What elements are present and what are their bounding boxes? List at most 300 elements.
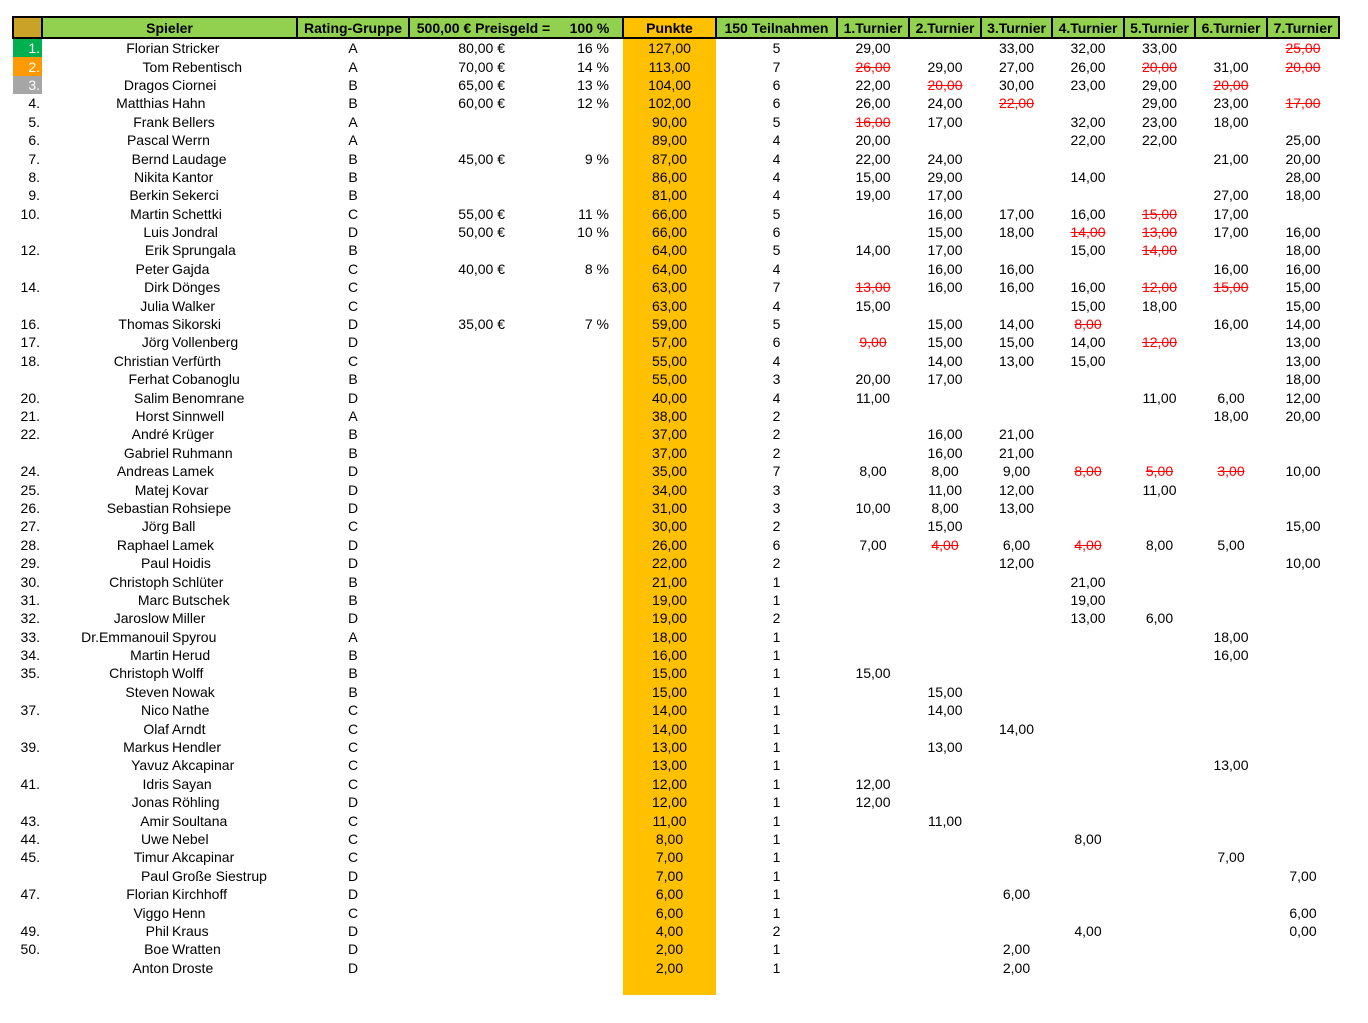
prize-percent-cell[interactable] [557, 664, 623, 682]
turnier-3-cell[interactable]: 21,00 [998, 444, 1035, 461]
turnier-7-cell[interactable]: 14,00 [1285, 316, 1321, 333]
points-cell[interactable]: 64,00 [623, 260, 716, 278]
turnier-6-cell[interactable] [1195, 241, 1267, 259]
rank-cell[interactable]: 50. [20, 941, 40, 958]
prize-percent-cell[interactable]: 8 % [584, 260, 609, 277]
turnier-3-cell[interactable] [981, 149, 1052, 167]
first-name-cell[interactable]: Boe [144, 941, 169, 958]
turnier-3-cell[interactable] [981, 388, 1052, 406]
rating-group-cell[interactable]: B [348, 591, 358, 608]
turnier-1-cell[interactable]: 8,00 [859, 463, 887, 480]
turnier-3-cell[interactable] [981, 517, 1052, 535]
turnier-1-cell[interactable] [837, 425, 909, 443]
turnier-4-cell[interactable] [1052, 425, 1124, 443]
turnier-6-cell[interactable] [1195, 940, 1267, 958]
points-cell[interactable]: 55,00 [623, 370, 716, 388]
prize-percent-cell[interactable] [557, 719, 623, 737]
turnier-7-cell[interactable] [1267, 683, 1339, 701]
turnier-1-cell[interactable] [837, 719, 909, 737]
prize-percent-cell[interactable] [557, 444, 623, 462]
turnier-1-cell[interactable] [837, 517, 909, 535]
turnier-6-cell[interactable] [1195, 38, 1267, 57]
turnier-1-cell[interactable] [837, 830, 909, 848]
last-name-cell[interactable]: Sekerci [172, 187, 219, 204]
turnier-7-cell[interactable]: 7,00 [1289, 867, 1317, 884]
last-name-cell[interactable]: Hendler [172, 739, 222, 756]
participations-cell[interactable]: 6 [772, 224, 781, 241]
prize-percent-cell[interactable] [557, 628, 623, 646]
last-name-cell[interactable]: Jondral [172, 224, 218, 241]
participations-cell[interactable]: 3 [772, 499, 781, 516]
turnier-3-cell[interactable] [981, 738, 1052, 756]
turnier-3-cell[interactable] [981, 113, 1052, 131]
turnier-3-cell[interactable] [981, 296, 1052, 314]
prize-percent-cell[interactable]: 14 % [577, 58, 609, 75]
first-name-cell[interactable]: Julia [140, 297, 169, 314]
prize-percent-cell[interactable] [557, 499, 623, 517]
prize-percent-cell[interactable] [557, 775, 623, 793]
turnier-3-cell[interactable] [981, 683, 1052, 701]
turnier-4-cell[interactable] [1052, 719, 1124, 737]
turnier-4-cell[interactable] [1052, 738, 1124, 756]
turnier-1-cell[interactable] [837, 701, 909, 719]
turnier-4-cell[interactable]: 14,00 [1070, 334, 1106, 351]
turnier-2-cell[interactable] [909, 719, 981, 737]
prize-percent-cell[interactable] [557, 333, 623, 351]
rank-cell[interactable]: 29. [20, 555, 40, 572]
points-cell[interactable]: 64,00 [623, 241, 716, 259]
turnier-2-cell[interactable] [909, 940, 981, 958]
turnier-6-cell[interactable] [1195, 444, 1267, 462]
prize-money-cell[interactable]: 65,00 € [458, 76, 505, 93]
turnier-1-cell[interactable] [837, 646, 909, 664]
header-turnier-4[interactable]: 4.Turnier [1052, 17, 1124, 38]
turnier-3-cell[interactable]: 18,00 [998, 224, 1035, 241]
participations-cell[interactable]: 4 [772, 352, 781, 369]
turnier-3-cell[interactable]: 33,00 [998, 40, 1035, 57]
prize-percent-cell[interactable] [557, 278, 623, 296]
header-turnier-6[interactable]: 6.Turnier [1195, 17, 1267, 38]
first-name-cell[interactable]: Erik [144, 242, 169, 259]
prize-percent-cell[interactable]: 13 % [577, 76, 609, 93]
participations-cell[interactable]: 7 [772, 463, 781, 480]
first-name-cell[interactable]: Marc [137, 591, 169, 608]
last-name-cell[interactable]: Schettki [172, 205, 222, 222]
turnier-4-cell[interactable] [1052, 407, 1124, 425]
turnier-7-cell[interactable] [1267, 480, 1339, 498]
prize-percent-cell[interactable] [557, 370, 623, 388]
turnier-5-cell[interactable]: 23,00 [1141, 113, 1178, 130]
rating-group-cell[interactable]: D [347, 334, 359, 351]
turnier-2-cell[interactable]: 13,00 [927, 739, 963, 756]
turnier-4-cell[interactable]: 4,00 [1074, 922, 1102, 939]
participations-cell[interactable]: 2 [772, 408, 781, 424]
turnier-6-cell[interactable] [1195, 922, 1267, 940]
turnier-6-cell[interactable] [1195, 499, 1267, 517]
turnier-2-cell[interactable] [909, 922, 981, 940]
participations-cell[interactable]: 5 [772, 113, 781, 130]
turnier-4-cell[interactable]: 16,00 [1070, 205, 1106, 222]
rating-group-cell[interactable]: D [347, 499, 359, 516]
last-name-cell[interactable]: Kovar [172, 481, 209, 498]
prize-money-cell[interactable] [409, 241, 557, 259]
header-rank[interactable] [13, 17, 42, 38]
prize-money-cell[interactable] [409, 572, 557, 590]
turnier-3-cell[interactable] [981, 830, 1052, 848]
participations-cell[interactable]: 4 [772, 168, 781, 185]
turnier-2-cell[interactable]: 16,00 [927, 260, 963, 277]
prize-money-cell[interactable] [409, 775, 557, 793]
header-rating-gruppe[interactable]: Rating-Gruppe [297, 17, 409, 38]
turnier-5-cell[interactable] [1124, 628, 1195, 646]
turnier-4-cell[interactable]: 26,00 [1070, 58, 1106, 75]
turnier-7-cell[interactable]: 10,00 [1285, 463, 1321, 480]
turnier-6-cell[interactable] [1195, 480, 1267, 498]
turnier-4-cell[interactable] [1052, 646, 1124, 664]
turnier-5-cell[interactable] [1124, 738, 1195, 756]
rating-group-cell[interactable]: B [348, 95, 358, 112]
first-name-cell[interactable]: Yavuz [131, 757, 169, 774]
points-cell[interactable]: 31,00 [623, 499, 716, 517]
turnier-1-cell[interactable] [837, 756, 909, 774]
turnier-5-cell[interactable] [1124, 775, 1195, 793]
rank-cell[interactable]: 1. [13, 38, 42, 57]
rating-group-cell[interactable]: D [347, 959, 359, 976]
participations-cell[interactable]: 5 [772, 316, 781, 333]
participations-cell[interactable]: 4 [772, 297, 781, 314]
turnier-6-cell[interactable]: 17,00 [1213, 224, 1249, 241]
first-name-cell[interactable]: Tom [142, 58, 169, 75]
prize-money-cell[interactable] [409, 407, 557, 425]
rank-cell[interactable] [13, 719, 42, 737]
turnier-6-cell[interactable] [1195, 168, 1267, 186]
rank-cell[interactable]: 2. [13, 57, 42, 75]
turnier-4-cell[interactable]: 8,00 [1074, 830, 1102, 847]
prize-percent-cell[interactable] [557, 517, 623, 535]
turnier-3-cell[interactable] [981, 664, 1052, 682]
turnier-2-cell[interactable]: 8,00 [931, 463, 959, 480]
turnier-5-cell[interactable] [1124, 646, 1195, 664]
rating-group-cell[interactable]: C [347, 297, 359, 314]
turnier-2-cell[interactable]: 29,00 [927, 168, 963, 185]
points-cell[interactable]: 14,00 [623, 701, 716, 719]
turnier-6-cell[interactable] [1195, 591, 1267, 609]
turnier-6-cell[interactable]: 17,00 [1213, 205, 1249, 222]
participations-cell[interactable]: 1 [772, 941, 781, 958]
last-name-cell[interactable]: Kraus [172, 922, 209, 939]
rank-cell[interactable] [13, 756, 42, 774]
turnier-6-cell[interactable]: 18,00 [1213, 628, 1249, 645]
rating-group-cell[interactable]: D [347, 481, 359, 498]
turnier-5-cell[interactable] [1124, 811, 1195, 829]
turnier-7-cell[interactable]: 15,00 [1285, 297, 1321, 314]
turnier-6-cell[interactable]: 3,00 [1217, 463, 1245, 480]
turnier-6-cell[interactable] [1195, 296, 1267, 314]
first-name-cell[interactable]: Paul [140, 555, 169, 572]
turnier-1-cell[interactable]: 20,00 [855, 132, 891, 149]
turnier-5-cell[interactable] [1124, 664, 1195, 682]
first-name-cell[interactable]: Nico [140, 702, 169, 719]
turnier-7-cell[interactable] [1267, 444, 1339, 462]
rank-cell[interactable]: 17. [20, 334, 40, 351]
turnier-7-cell[interactable] [1267, 756, 1339, 774]
participations-cell[interactable]: 5 [772, 242, 781, 259]
rating-group-cell[interactable]: D [347, 316, 359, 333]
last-name-cell[interactable]: Soultana [172, 812, 228, 829]
turnier-4-cell[interactable] [1052, 260, 1124, 278]
turnier-7-cell[interactable] [1267, 205, 1339, 223]
header-turnier-5[interactable]: 5.Turnier [1124, 17, 1195, 38]
turnier-4-cell[interactable] [1052, 149, 1124, 167]
turnier-3-cell[interactable]: 6,00 [1002, 536, 1031, 553]
turnier-1-cell[interactable]: 22,00 [855, 150, 891, 167]
prize-percent-cell[interactable]: 11 % [578, 205, 609, 222]
rating-group-cell[interactable]: B [348, 665, 358, 682]
rank-cell[interactable]: 6. [28, 132, 40, 149]
last-name-cell[interactable]: Walker [172, 297, 216, 314]
prize-percent-cell[interactable]: 7 % [584, 316, 609, 333]
turnier-2-cell[interactable] [909, 609, 981, 627]
turnier-4-cell[interactable] [1052, 885, 1124, 903]
turnier-7-cell[interactable] [1267, 591, 1339, 609]
rank-cell[interactable]: 21. [20, 408, 40, 424]
turnier-1-cell[interactable] [837, 480, 909, 498]
rating-group-cell[interactable]: C [347, 812, 359, 829]
turnier-3-cell[interactable] [981, 756, 1052, 774]
prize-percent-cell[interactable]: 9 % [584, 150, 609, 167]
prize-money-cell[interactable]: 35,00 € [458, 316, 505, 333]
turnier-3-cell[interactable] [981, 811, 1052, 829]
turnier-7-cell[interactable]: 20,00 [1285, 408, 1321, 424]
first-name-cell[interactable]: Thomas [118, 316, 169, 333]
rating-group-cell[interactable]: C [347, 702, 359, 719]
prize-money-cell[interactable]: 50,00 € [458, 224, 505, 241]
prize-percent-cell[interactable] [557, 480, 623, 498]
turnier-4-cell[interactable] [1052, 499, 1124, 517]
turnier-1-cell[interactable]: 14,00 [855, 242, 891, 259]
turnier-1-cell[interactable]: 15,00 [855, 297, 891, 314]
turnier-7-cell[interactable]: 16,00 [1285, 224, 1321, 241]
turnier-1-cell[interactable]: 20,00 [855, 371, 891, 388]
turnier-5-cell[interactable] [1124, 903, 1195, 921]
rank-cell[interactable]: 45. [20, 849, 40, 866]
turnier-4-cell[interactable] [1052, 775, 1124, 793]
last-name-cell[interactable]: Wolff [172, 665, 204, 682]
last-name-cell[interactable]: Butschek [172, 591, 230, 608]
turnier-5-cell[interactable] [1124, 444, 1195, 462]
turnier-4-cell[interactable] [1052, 186, 1124, 204]
turnier-7-cell[interactable] [1267, 885, 1339, 903]
first-name-cell[interactable]: Horst [135, 408, 169, 424]
turnier-2-cell[interactable] [909, 959, 981, 977]
rating-group-cell[interactable]: D [347, 463, 359, 480]
prize-percent-cell[interactable] [557, 536, 623, 554]
turnier-1-cell[interactable]: 13,00 [855, 279, 891, 296]
first-name-cell[interactable]: Ferhat [128, 371, 169, 388]
turnier-1-cell[interactable]: 22,00 [855, 76, 891, 93]
turnier-1-cell[interactable] [837, 940, 909, 958]
turnier-1-cell[interactable]: 12,00 [855, 775, 891, 792]
first-name-cell[interactable]: Luis [143, 224, 169, 241]
header-turnier-7[interactable]: 7.Turnier [1267, 17, 1339, 38]
rank-cell[interactable]: 4. [28, 95, 40, 112]
last-name-cell[interactable]: Wratten [172, 941, 221, 958]
prize-money-cell[interactable] [409, 480, 557, 498]
prize-percent-cell[interactable] [557, 701, 623, 719]
turnier-1-cell[interactable] [837, 848, 909, 866]
rank-cell[interactable] [13, 903, 42, 921]
turnier-4-cell[interactable] [1052, 370, 1124, 388]
rank-cell[interactable] [13, 444, 42, 462]
points-cell[interactable]: 59,00 [623, 315, 716, 333]
turnier-5-cell[interactable] [1124, 683, 1195, 701]
rating-group-cell[interactable]: D [347, 555, 359, 572]
points-cell[interactable]: 18,00 [623, 628, 716, 646]
turnier-6-cell[interactable] [1195, 609, 1267, 627]
turnier-7-cell[interactable]: 15,00 [1285, 279, 1321, 296]
participations-cell[interactable]: 5 [772, 205, 781, 222]
rank-cell[interactable]: 18. [20, 352, 40, 369]
turnier-6-cell[interactable]: 23,00 [1213, 95, 1249, 112]
turnier-1-cell[interactable] [837, 867, 909, 885]
turnier-4-cell[interactable]: 14,00 [1070, 168, 1106, 185]
turnier-4-cell[interactable] [1052, 867, 1124, 885]
prize-money-cell[interactable] [409, 609, 557, 627]
turnier-6-cell[interactable] [1195, 738, 1267, 756]
turnier-6-cell[interactable] [1195, 352, 1267, 370]
points-cell[interactable]: 37,00 [623, 425, 716, 443]
header-spieler[interactable]: Spieler [42, 17, 297, 38]
first-name-cell[interactable]: Berkin [129, 187, 169, 204]
turnier-1-cell[interactable]: 29,00 [855, 40, 891, 57]
turnier-1-cell[interactable]: 19,00 [855, 187, 891, 204]
first-name-cell[interactable]: Christoph [109, 665, 169, 682]
points-cell[interactable]: 19,00 [623, 609, 716, 627]
turnier-7-cell[interactable] [1267, 76, 1339, 94]
prize-percent-cell[interactable] [557, 885, 623, 903]
turnier-2-cell[interactable]: 17,00 [927, 242, 963, 259]
prize-money-cell[interactable] [409, 940, 557, 958]
turnier-5-cell[interactable]: 33,00 [1141, 40, 1178, 57]
last-name-cell[interactable]: Benomrane [172, 389, 245, 406]
turnier-7-cell[interactable] [1267, 848, 1339, 866]
participations-cell[interactable]: 3 [772, 481, 781, 498]
turnier-7-cell[interactable]: 25,00 [1285, 132, 1321, 149]
points-cell[interactable]: 11,00 [623, 811, 716, 829]
turnier-5-cell[interactable] [1124, 867, 1195, 885]
turnier-2-cell[interactable]: 15,00 [927, 316, 963, 333]
prize-money-cell[interactable] [409, 701, 557, 719]
turnier-7-cell[interactable] [1267, 499, 1339, 517]
turnier-5-cell[interactable] [1124, 260, 1195, 278]
turnier-7-cell[interactable]: 0,00 [1289, 922, 1317, 939]
turnier-4-cell[interactable]: 14,00 [1070, 224, 1106, 241]
rating-group-cell[interactable]: D [347, 536, 359, 553]
turnier-1-cell[interactable]: 10,00 [855, 499, 891, 516]
last-name-cell[interactable]: Bellers [172, 113, 215, 130]
prize-money-cell[interactable] [409, 517, 557, 535]
last-name-cell[interactable]: Spyrou [172, 628, 217, 645]
turnier-7-cell[interactable]: 13,00 [1285, 352, 1321, 369]
rating-group-cell[interactable]: D [347, 941, 359, 958]
last-name-cell[interactable]: Nathe [172, 702, 210, 719]
prize-percent-cell[interactable] [557, 940, 623, 958]
points-cell[interactable]: 21,00 [623, 572, 716, 590]
prize-percent-cell[interactable] [557, 903, 623, 921]
turnier-1-cell[interactable]: 16,00 [855, 113, 891, 130]
last-name-cell[interactable]: Rebentisch [172, 58, 243, 75]
participations-cell[interactable]: 5 [772, 40, 781, 57]
rating-group-cell[interactable]: B [348, 168, 358, 185]
turnier-5-cell[interactable]: 12,00 [1141, 279, 1178, 296]
turnier-6-cell[interactable] [1195, 830, 1267, 848]
first-name-cell[interactable]: Gabriel [123, 444, 169, 461]
turnier-4-cell[interactable]: 21,00 [1070, 573, 1106, 590]
turnier-1-cell[interactable] [837, 811, 909, 829]
turnier-7-cell[interactable]: 18,00 [1285, 187, 1321, 204]
turnier-6-cell[interactable] [1195, 664, 1267, 682]
rank-cell[interactable]: 7. [28, 150, 40, 167]
last-name-cell[interactable]: Hahn [172, 95, 206, 112]
participations-cell[interactable]: 1 [772, 867, 781, 884]
rating-group-cell[interactable]: D [347, 922, 359, 939]
rating-group-cell[interactable]: C [347, 279, 359, 296]
turnier-4-cell[interactable] [1052, 444, 1124, 462]
turnier-3-cell[interactable] [981, 131, 1052, 149]
points-cell[interactable]: 35,00 [623, 462, 716, 480]
rank-cell[interactable]: 3. [13, 76, 42, 94]
last-name-cell[interactable]: Sikorski [172, 316, 222, 333]
turnier-7-cell[interactable] [1267, 425, 1339, 443]
turnier-3-cell[interactable]: 9,00 [1002, 463, 1031, 480]
participations-cell[interactable]: 1 [772, 683, 781, 700]
first-name-cell[interactable]: Dragos [123, 76, 169, 93]
turnier-4-cell[interactable]: 8,00 [1074, 463, 1102, 480]
turnier-4-cell[interactable]: 8,00 [1074, 316, 1102, 333]
turnier-4-cell[interactable]: 4,00 [1074, 536, 1102, 553]
points-cell[interactable]: 6,00 [623, 903, 716, 921]
participations-cell[interactable]: 1 [772, 775, 781, 792]
turnier-5-cell[interactable]: 8,00 [1145, 536, 1174, 553]
rank-cell[interactable]: 14. [20, 279, 40, 296]
rank-cell[interactable]: 5. [28, 113, 40, 130]
turnier-7-cell[interactable]: 25,00 [1285, 40, 1321, 57]
turnier-1-cell[interactable] [837, 591, 909, 609]
turnier-7-cell[interactable] [1267, 959, 1339, 977]
points-cell[interactable]: 57,00 [623, 333, 716, 351]
first-name-cell[interactable]: Matej [134, 481, 169, 498]
first-name-cell[interactable]: Martin [130, 647, 169, 664]
first-name-cell[interactable]: Viggo [133, 904, 169, 921]
turnier-4-cell[interactable]: 15,00 [1070, 297, 1106, 314]
turnier-4-cell[interactable]: 15,00 [1070, 242, 1106, 259]
rank-cell[interactable] [13, 793, 42, 811]
rank-cell[interactable]: 32. [20, 610, 40, 627]
turnier-2-cell[interactable] [909, 756, 981, 774]
prize-percent-cell[interactable]: 12 % [577, 95, 609, 112]
turnier-6-cell[interactable] [1195, 811, 1267, 829]
turnier-1-cell[interactable]: 11,00 [856, 389, 890, 406]
participations-cell[interactable]: 1 [772, 702, 781, 719]
turnier-7-cell[interactable] [1267, 572, 1339, 590]
rank-cell[interactable]: 39. [20, 739, 40, 756]
points-cell[interactable]: 34,00 [623, 480, 716, 498]
turnier-2-cell[interactable]: 4,00 [931, 536, 959, 553]
turnier-7-cell[interactable] [1267, 738, 1339, 756]
prize-percent-cell[interactable] [557, 591, 623, 609]
prize-percent-cell[interactable] [557, 811, 623, 829]
first-name-cell[interactable]: Matthias [116, 95, 169, 112]
